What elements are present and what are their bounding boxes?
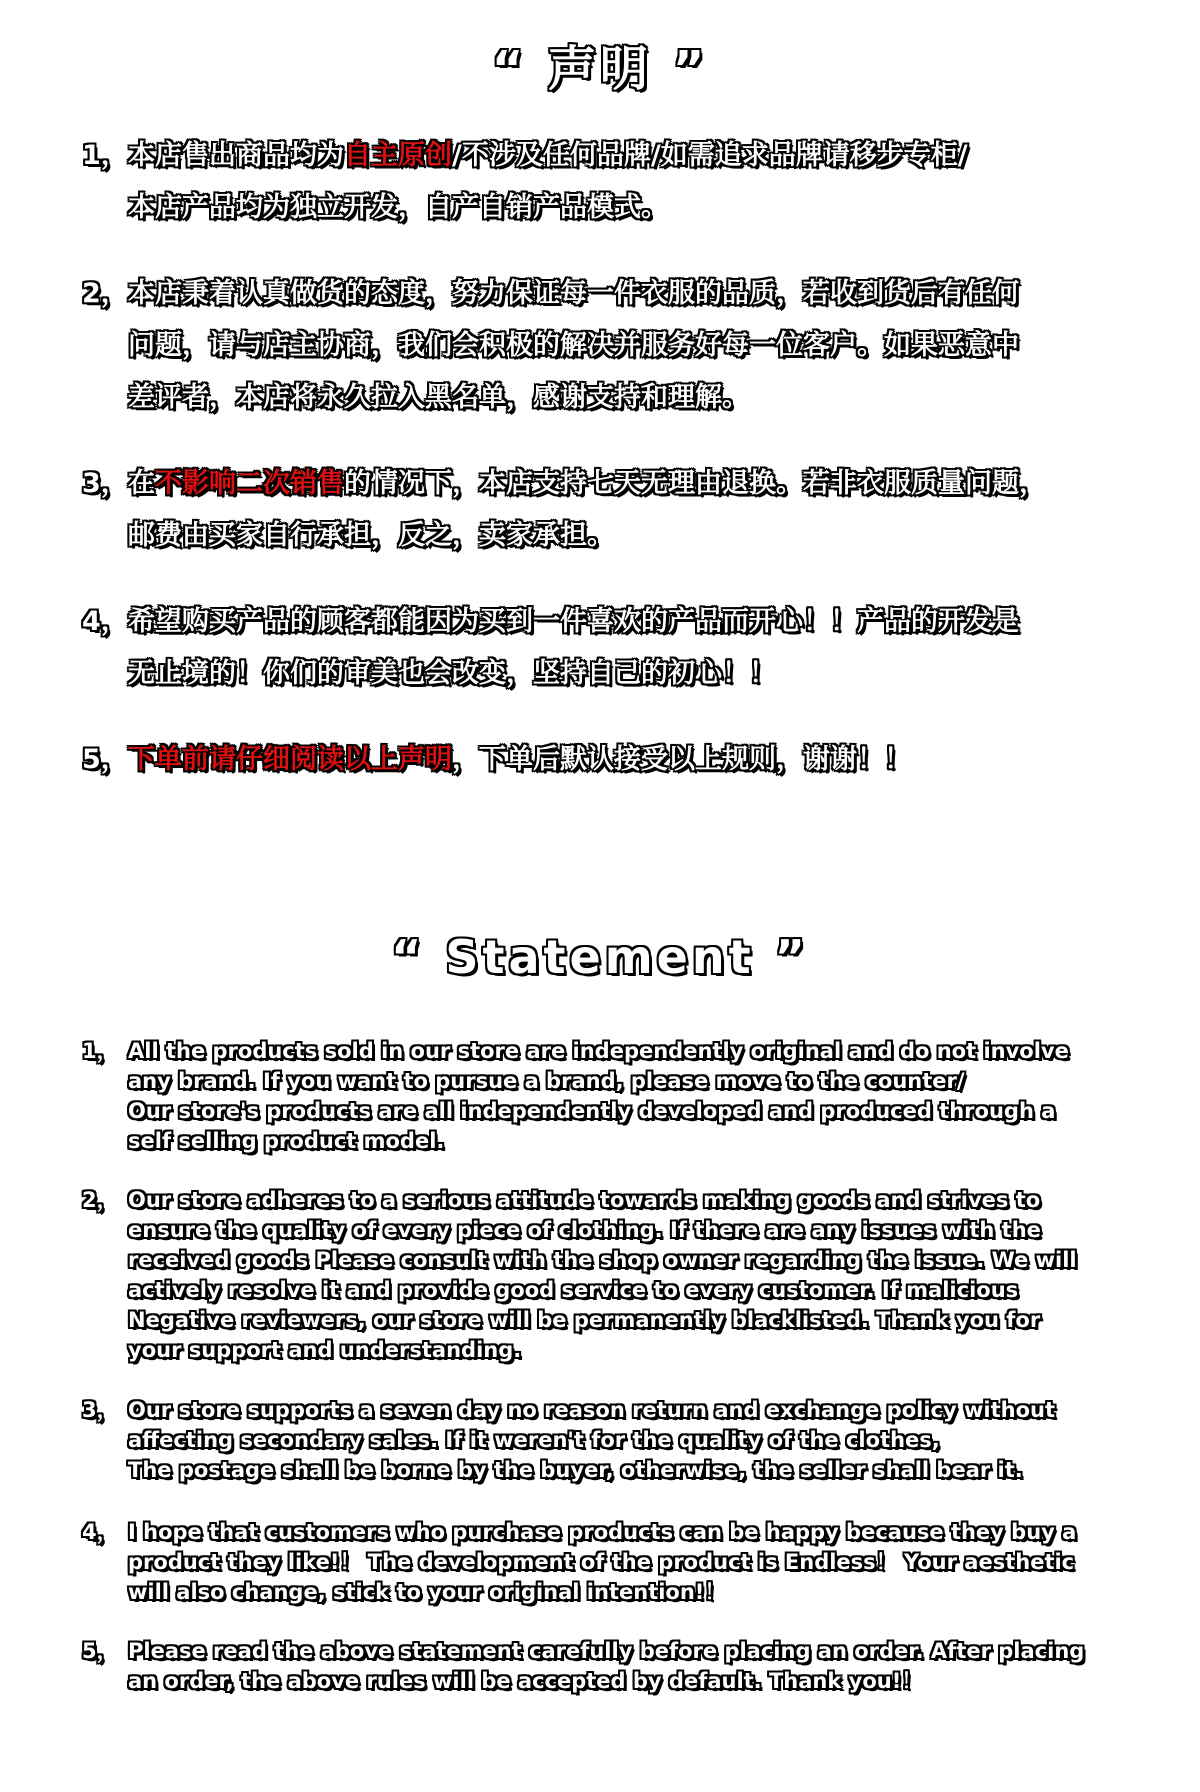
item-number: 4， bbox=[82, 606, 128, 637]
item-line: an order, the above rules will be accepted by default. Thank you!！ bbox=[128, 1669, 923, 1693]
en-item-3 bbox=[82, 1395, 1162, 1485]
item-line: Our store's products are all independently developed and produced through a bbox=[128, 1099, 1056, 1123]
item-line: 本店秉着认真做货的态度，努力保证每一件衣服的品质，若收到货后有任何 bbox=[128, 278, 1019, 309]
item-number: 1， bbox=[82, 1039, 118, 1063]
item-number: 3， bbox=[82, 1398, 118, 1422]
text-segment: 的情况下，本店支持七天无理由退换。若非衣服质量问题， bbox=[344, 468, 1046, 499]
item-line: Please read the above statement carefully before placing an order. After placing bbox=[128, 1639, 1085, 1663]
item-number: 3， bbox=[82, 468, 128, 499]
en-item-2 bbox=[82, 1185, 1162, 1365]
title-chinese: “ 声明 ” bbox=[491, 41, 709, 97]
item-number: 5， bbox=[82, 744, 128, 775]
highlight-text: 自主原创 bbox=[344, 140, 452, 171]
item-line: Our store adheres to a serious attitude towards making goods and strives to bbox=[128, 1188, 1041, 1212]
item-line: affecting secondary sales. If it weren't for the quality of the clothes, bbox=[128, 1428, 940, 1452]
item-line: 希望购买产品的顾客都能因为买到一件喜欢的产品而开心！！产品的开发是 bbox=[128, 606, 1019, 637]
item-number: 1， bbox=[82, 140, 128, 171]
text-segment: ，下单后默认接受以上规则，谢谢！！ bbox=[452, 744, 911, 775]
item-line: The postage shall be borne by the buyer, otherwise, the seller shall bear it. bbox=[128, 1458, 1023, 1482]
item-line: 问题，请与店主协商，我们会积极的解决并服务好每一位客户。如果恶意中 bbox=[128, 330, 1019, 361]
item-line: 本店产品均为独立开发，自产自销产品模式。 bbox=[128, 192, 668, 223]
cn-item-1 bbox=[82, 130, 1162, 234]
item-line: received goods Please consult with the shop owner regarding the issue. We will bbox=[128, 1248, 1077, 1272]
item-line: any brand. If you want to pursue a brand, please move to the counter/ bbox=[128, 1069, 965, 1093]
title-english: “ Statement ” bbox=[391, 930, 809, 984]
highlight-text: 下单前请仔细阅读以上声明 bbox=[128, 744, 452, 775]
item-line: 邮费由买家自行承担，反之，卖家承担。 bbox=[128, 520, 614, 551]
item-line: 差评者，本店将永久拉入黑名单，感谢支持和理解。 bbox=[128, 382, 749, 413]
text-segment: 在 bbox=[128, 468, 155, 499]
cn-item-2 bbox=[82, 268, 1162, 424]
item-line: ensure the quality of every piece of clothing. If there are any issues with the bbox=[128, 1218, 1041, 1242]
item-line: 无止境的！你们的审美也会改变，坚持自己的初心！！ bbox=[128, 658, 776, 689]
cn-item-5 bbox=[82, 734, 1162, 786]
en-item-1 bbox=[82, 1036, 1162, 1156]
item-line bbox=[128, 130, 1162, 182]
item-line: actively resolve it and provide good service to every customer. If malicious bbox=[128, 1278, 1019, 1302]
item-number: 4， bbox=[82, 1520, 118, 1544]
highlight-text: 不影响二次销售 bbox=[155, 468, 344, 499]
item-line: product they like!！ The development of the product is Endless！ Your aesthetic bbox=[128, 1550, 1075, 1574]
item-line: Negative reviewers, our store will be permanently blacklisted. Thank you for bbox=[128, 1308, 1041, 1332]
item-line: self selling product model. bbox=[128, 1129, 445, 1153]
en-item-4 bbox=[82, 1517, 1162, 1607]
item-line bbox=[128, 458, 1162, 510]
item-number: 5， bbox=[82, 1639, 118, 1663]
item-number: 2， bbox=[82, 1188, 118, 1212]
item-line: will also change, stick to your original intention!！ bbox=[128, 1580, 726, 1604]
en-item-5 bbox=[82, 1636, 1162, 1696]
cn-item-4 bbox=[82, 596, 1162, 700]
cn-item-3 bbox=[82, 458, 1162, 562]
item-number: 2， bbox=[82, 278, 128, 309]
item-line bbox=[128, 734, 1162, 786]
item-line: Our store supports a seven day no reason return and exchange policy without bbox=[128, 1398, 1055, 1422]
text-segment: /不涉及任何品牌/如需追求品牌请移步专柜/ bbox=[452, 140, 968, 171]
item-line: All the products sold in our store are independently original and do not involve bbox=[128, 1039, 1069, 1063]
item-line: I hope that customers who purchase products can be happy because they buy a bbox=[128, 1520, 1077, 1544]
text-segment: 本店售出商品均为 bbox=[128, 140, 344, 171]
item-line: your support and understanding. bbox=[128, 1338, 522, 1362]
